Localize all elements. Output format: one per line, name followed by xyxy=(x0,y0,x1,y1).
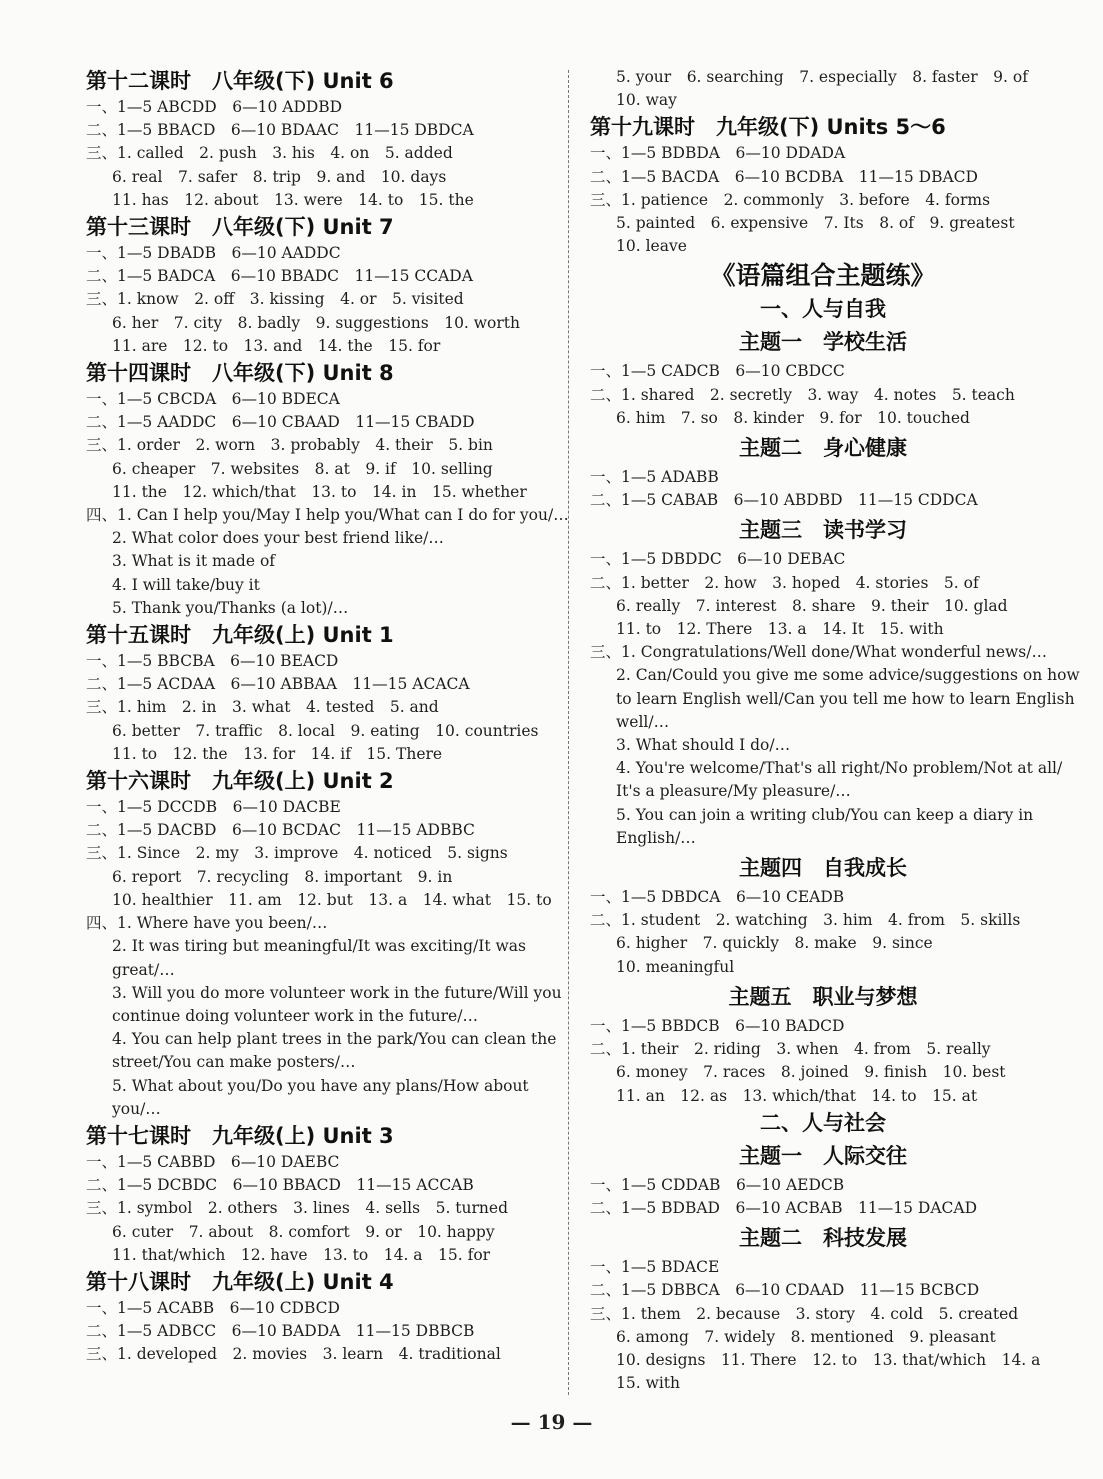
lesson-heading: 第十九课时 九年级(下) Units 5～6 xyxy=(590,115,946,140)
answer-line: 11. are 12. to 13. and 14. the 15. for xyxy=(112,336,441,355)
theme-heading: 主题二 科技发展 xyxy=(739,1226,907,1251)
answer-line: 6. really 7. interest 8. share 9. their 10. glad xyxy=(616,596,1008,615)
answer-line: 三、1. symbol 2. others 3. lines 4. sells 5. turned xyxy=(86,1199,508,1218)
answer-line: 二、1. their 2. riding 3. when 4. from 5. really xyxy=(590,1040,991,1059)
answer-line: 15. with xyxy=(616,1374,681,1393)
answer-line: you/… xyxy=(112,1099,161,1118)
right-column xyxy=(590,66,1080,1395)
answer-line: well/… xyxy=(616,712,670,731)
answer-line: 3. What is it made of xyxy=(112,552,276,571)
answer-line: to learn English well/Can you tell me how to learn English xyxy=(616,689,1075,708)
part-heading: 二、人与社会 xyxy=(760,1110,886,1135)
answer-line: 11. the 12. which/that 13. to 14. in 15. whether xyxy=(112,482,527,501)
answer-line: 10. designs 11. There 12. to 13. that/which 14. a xyxy=(616,1350,1041,1369)
answer-line: 一、1—5 BDBDA 6—10 DDADA xyxy=(590,144,846,163)
answer-line: 6. her 7. city 8. badly 9. suggestions 10. worth xyxy=(112,313,521,332)
answer-line: 三、1. order 2. worn 3. probably 4. their 5. bin xyxy=(86,436,493,455)
answer-line: 4. You can help plant trees in the park/You can clean the xyxy=(112,1030,557,1049)
answer-line: 三、1. him 2. in 3. what 4. tested 5. and xyxy=(86,698,439,717)
answer-line: 5. painted 6. expensive 7. Its 8. of 9. greatest xyxy=(616,214,1015,233)
answer-line: 二、1—5 BBACD 6—10 BDAAC 11—15 DBDCA xyxy=(86,121,474,140)
answer-line: 3. Will you do more volunteer work in the future/Will you xyxy=(112,983,562,1002)
answer-line: 四、1. Can I help you/May I help you/What can I do for you/… xyxy=(86,506,569,525)
column-divider xyxy=(568,70,569,1395)
answer-line: 一、1—5 CBCDA 6—10 BDECA xyxy=(86,390,340,409)
answer-line: 11. to 12. the 13. for 14. if 15. There xyxy=(112,744,443,763)
answer-line: 二、1—5 DBBCA 6—10 CDAAD 11—15 BCBCD xyxy=(590,1281,980,1300)
lesson-heading: 第十五课时 九年级(上) Unit 1 xyxy=(86,623,394,648)
answer-line: street/You can make posters/… xyxy=(112,1053,356,1072)
answer-line: 三、1. them 2. because 3. story 4. cold 5. created xyxy=(590,1304,1019,1323)
answer-line: 三、1. developed 2. movies 3. learn 4. traditional xyxy=(86,1345,501,1364)
answer-line: 10. meaningful xyxy=(616,957,735,976)
answer-line: 二、1—5 DCBDC 6—10 BBACD 11—15 ACCAB xyxy=(86,1176,474,1195)
theme-heading: 主题三 读书学习 xyxy=(739,518,907,543)
answer-line: 三、1. Since 2. my 3. improve 4. noticed 5. signs xyxy=(86,844,508,863)
book-title: 《语篇组合主题练》 xyxy=(710,261,936,291)
answer-line: 6. him 7. so 8. kinder 9. for 10. touched xyxy=(616,408,970,427)
answer-line: 二、1. better 2. how 3. hoped 4. stories 5. of xyxy=(590,573,979,592)
lesson-heading: 第十四课时 八年级(下) Unit 8 xyxy=(86,361,394,386)
answer-line: 一、1—5 CABBD 6—10 DAEBC xyxy=(86,1152,340,1171)
theme-heading: 主题一 学校生活 xyxy=(739,330,907,355)
answer-line: 10. leave xyxy=(616,237,687,256)
answer-line: 6. higher 7. quickly 8. make 9. since xyxy=(616,934,933,953)
lesson-heading: 第十六课时 九年级(上) Unit 2 xyxy=(86,769,394,794)
answer-line: 二、1—5 DACBD 6—10 BCDAC 11—15 ADBBC xyxy=(86,821,475,840)
answer-line: 2. It was tiring but meaningful/It was exciting/It was xyxy=(112,937,526,956)
answer-line: 11. an 12. as 13. which/that 14. to 15. at xyxy=(616,1086,978,1105)
part-heading: 一、人与自我 xyxy=(760,297,886,322)
answer-line: 二、1. shared 2. secretly 3. way 4. notes 5. teach xyxy=(590,385,1015,404)
answer-line: 2. Can/Could you give me some advice/suggestions on how xyxy=(616,666,1080,685)
answer-line: 一、1—5 BBDCB 6—10 BADCD xyxy=(590,1016,845,1035)
answer-line: 二、1—5 ADBCC 6—10 BADDA 11—15 DBBCB xyxy=(86,1322,475,1341)
answer-line: 四、1. Where have you been/… xyxy=(86,914,328,933)
answer-line: 一、1—5 DBADB 6—10 AADDC xyxy=(86,244,341,263)
answer-line: 一、1—5 BBCBA 6—10 BEACD xyxy=(86,652,339,671)
lesson-heading: 第十八课时 九年级(上) Unit 4 xyxy=(86,1269,394,1294)
answer-line: 三、1. patience 2. commonly 3. before 4. forms xyxy=(590,190,991,209)
answer-line: 二、1—5 BDBAD 6—10 ACBAB 11—15 DACAD xyxy=(590,1198,977,1217)
answer-line: 三、1. Congratulations/Well done/What wonderful news/… xyxy=(590,643,1047,662)
answer-line: 一、1—5 DCCDB 6—10 DACBE xyxy=(86,798,341,817)
answer-line: 一、1—5 ABCDD 6—10 ADDBD xyxy=(86,98,343,116)
answer-line: 10. healthier 11. am 12. but 13. a 14. what 15. to xyxy=(112,890,552,909)
answer-line: 二、1. student 2. watching 3. him 4. from 5. skills xyxy=(590,911,1021,930)
answer-line: 10. way xyxy=(616,91,677,110)
answer-line: 一、1—5 BDACE xyxy=(590,1258,720,1277)
theme-heading: 主题一 人际交往 xyxy=(739,1143,907,1168)
answer-line: 一、1—5 ACABB 6—10 CDBCD xyxy=(86,1298,340,1317)
theme-heading: 主题四 自我成长 xyxy=(739,856,907,881)
answer-line: 二、1—5 AADDC 6—10 CBAAD 11—15 CBADD xyxy=(86,413,475,432)
answer-line: 6. better 7. traffic 8. local 9. eating 10. countries xyxy=(112,721,539,740)
answer-line: 6. among 7. widely 8. mentioned 9. pleasant xyxy=(616,1327,996,1346)
answer-line: 一、1—5 DBDDC 6—10 DEBAC xyxy=(590,550,846,569)
answer-line: 6. report 7. recycling 8. important 9. in xyxy=(112,867,453,886)
answer-line: continue doing volunteer work in the future/… xyxy=(112,1006,478,1025)
answer-line: 二、1—5 CABAB 6—10 ABDBD 11—15 CDDCA xyxy=(590,491,978,510)
answer-line: It's a pleasure/My pleasure/… xyxy=(616,782,851,801)
page-number: — 19 — xyxy=(510,1410,593,1434)
lesson-heading: 第十七课时 九年级(上) Unit 3 xyxy=(86,1123,394,1148)
answer-line: 一、1—5 CADCB 6—10 CBDCC xyxy=(590,362,845,381)
answer-line: 三、1. called 2. push 3. his 4. on 5. added xyxy=(86,144,453,163)
answer-line: 三、1. know 2. off 3. kissing 4. or 5. visited xyxy=(86,290,464,309)
answer-line: 2. What color does your best friend like/… xyxy=(112,529,444,548)
answer-line: 二、1—5 BACDA 6—10 BCDBA 11—15 DBACD xyxy=(590,167,978,186)
answer-line: 二、1—5 BADCA 6—10 BBADC 11—15 CCADA xyxy=(86,267,473,286)
answer-line: 6. money 7. races 8. joined 9. finish 10. best xyxy=(616,1063,1006,1082)
answer-line: 6. cheaper 7. websites 8. at 9. if 10. selling xyxy=(112,459,493,478)
answer-line: 一、1—5 ADABB xyxy=(590,468,719,487)
answer-line: 5. Thank you/Thanks (a lot)/… xyxy=(112,598,349,617)
answer-line: English/… xyxy=(616,828,696,847)
answer-line: 5. your 6. searching 7. especially 8. faster 9. of xyxy=(616,68,1028,86)
answer-line: great/… xyxy=(112,960,175,979)
lesson-heading: 第十二课时 八年级(下) Unit 6 xyxy=(86,69,394,93)
answer-line: 二、1—5 ACDAA 6—10 ABBAA 11—15 ACACA xyxy=(86,675,470,694)
answer-line: 一、1—5 DBDCA 6—10 CEADB xyxy=(590,888,845,907)
answer-line: 3. What should I do/… xyxy=(616,736,791,755)
left-column xyxy=(86,66,569,1367)
answer-line: 6. real 7. safer 8. trip 9. and 10. days xyxy=(112,167,447,186)
answer-line: 11. that/which 12. have 13. to 14. a 15. for xyxy=(112,1245,491,1264)
lesson-heading: 第十三课时 八年级(下) Unit 7 xyxy=(86,215,394,240)
answer-line: 11. to 12. There 13. a 14. It 15. with xyxy=(616,620,944,639)
answer-line: 一、1—5 CDDAB 6—10 AEDCB xyxy=(590,1175,845,1194)
answer-line: 11. has 12. about 13. were 14. to 15. the xyxy=(112,190,474,209)
answer-line: 5. You can join a writing club/You can keep a diary in xyxy=(616,805,1034,824)
answer-line: 4. You're welcome/That's all right/No problem/Not at all/ xyxy=(616,759,1063,778)
theme-heading: 主题二 身心健康 xyxy=(739,436,907,461)
theme-heading: 主题五 职业与梦想 xyxy=(728,984,918,1009)
answer-line: 4. I will take/buy it xyxy=(112,575,260,594)
answer-line: 5. What about you/Do you have any plans/How about xyxy=(112,1076,529,1095)
answer-line: 6. cuter 7. about 8. comfort 9. or 10. happy xyxy=(112,1222,495,1241)
